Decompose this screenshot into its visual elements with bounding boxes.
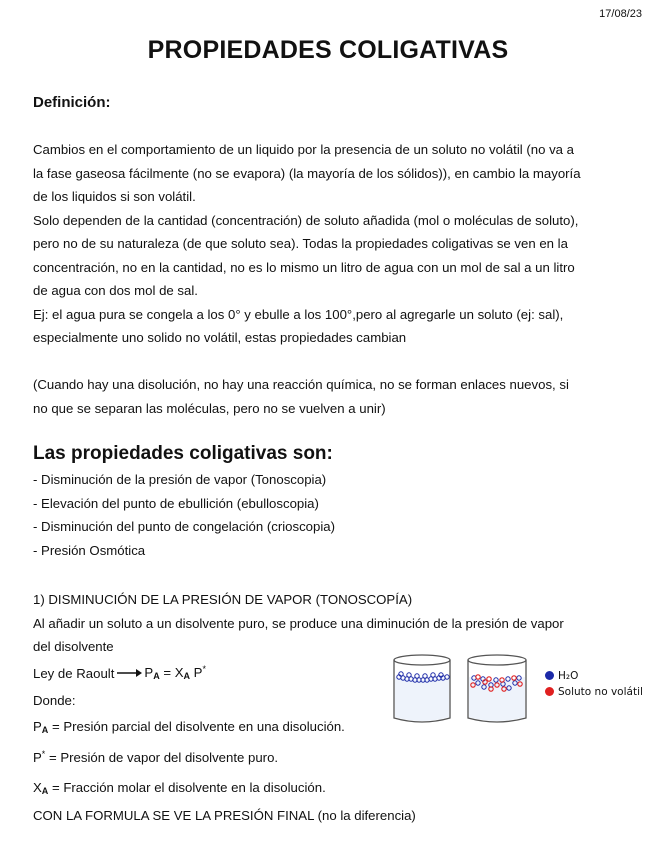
solution-beaker [468, 655, 526, 722]
list-item: - Presión Osmótica [33, 542, 146, 558]
definition-heading: Definición: [33, 94, 111, 111]
legend-item-water: H₂O [545, 668, 643, 684]
law-label: Ley de Raoult [33, 665, 115, 681]
solute-dot-icon [545, 687, 554, 696]
list-item: - Disminución del punto de congelación (crioscopia) [33, 519, 336, 534]
raoult-block [33, 658, 416, 827]
text-line: concentración, no en la cantidad, no es lo mismo un litro de agua con un mol de sal a un litro [33, 259, 575, 275]
water-dot-icon [545, 671, 554, 680]
text-line: de los liquidos si son volátil. [33, 189, 196, 204]
properties-heading: Las propiedades coligativas son: [33, 443, 333, 464]
definition-item: $X_A$ = Fracción molar el disolvente en la disolución. [33, 780, 326, 796]
text-line: del disolvente [33, 639, 114, 654]
page-title: PROPIEDADES COLIGATIVAS [147, 36, 509, 64]
text-line: Cambios en el comportamiento de un liquido por la presencia de un soluto no volátil (no va a [33, 142, 575, 157]
raoult-law-line [33, 658, 416, 689]
text-line: no que se separan las moléculas, pero no se vuelven a unir) [33, 400, 386, 416]
legend-item-solute: Soluto no volátil [545, 684, 643, 700]
legend [545, 668, 643, 700]
text-line: especialmente uno solido no volátil, estas propiedades cambian [33, 330, 407, 345]
text-line: de agua con dos mol de sal. [33, 283, 198, 298]
list-item: - Disminución de la presión de vapor (Tonoscopia) [33, 472, 327, 487]
arrow-right-icon [116, 668, 142, 678]
note-paragraph [33, 373, 633, 420]
text-line: Al añadir un soluto a un disolvente puro, se produce una diminución de la presión de vapor [33, 615, 564, 631]
text-line: Ej: el agua pura se congela a los 0° y ebulle a los 100°,pero al agregarle un soluto (ej: sal), [33, 306, 564, 322]
definition-item: $P_A$ = Presión parcial del disolvente en una disolución. [33, 719, 345, 735]
text-line: pero no de su naturaleza (de que soluto sea). Todas la propiedades coligativas se ven en la [33, 236, 568, 251]
date-label: 17/08/23 [599, 8, 642, 20]
formula: $P_A = X_A$ P* [144, 664, 206, 681]
definition-item: P* = Presión de vapor del disolvente puro. [33, 748, 279, 765]
where-label: Donde: [33, 692, 76, 708]
list-item: - Elevación del punto de ebullición (ebulloscopia) [33, 495, 319, 511]
section-1 [33, 588, 564, 659]
text-line: Solo dependen de la cantidad (concentración) de soluto añadida (mol o moléculas de soluto), [33, 212, 579, 228]
properties-list [33, 468, 335, 562]
definition-paragraph [33, 138, 633, 350]
conclusion-line: CON LA FORMULA SE VE LA PRESIÓN FINAL (no la diferencia) [33, 807, 416, 823]
pure-solvent-beaker [394, 655, 450, 722]
text-line: la fase gaseosa fácilmente (no se evapora) (la mayoría de los sólidos)), en cambio la mayoría [33, 165, 581, 181]
text-line: (Cuando hay una disolución, no hay una reacción química, no se forman enlaces nuevos, si [33, 377, 569, 392]
section-1-title: 1) DISMINUCIÓN DE LA PRESIÓN DE VAPOR (TONOSCOPÍA) [33, 592, 413, 607]
